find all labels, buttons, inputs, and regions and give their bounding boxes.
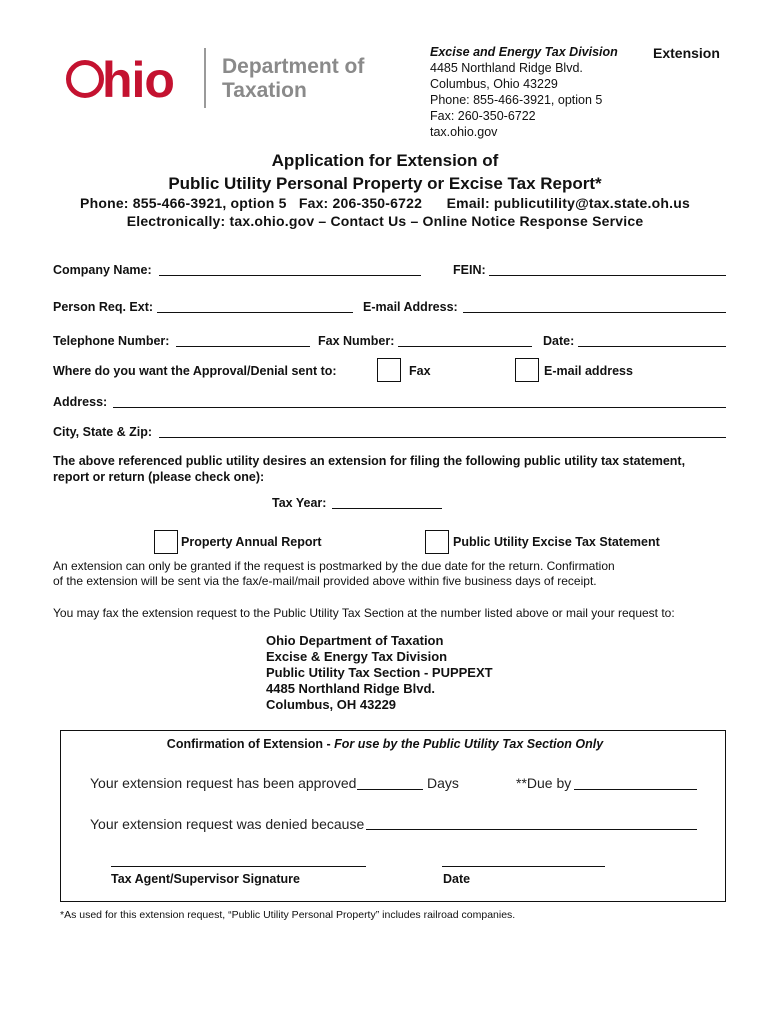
city-state-zip-field[interactable] bbox=[159, 437, 726, 438]
confirmation-heading: Confirmation of Extension - For use by the Public Utility Tax Section Only bbox=[166, 737, 604, 751]
form-title-line1: Application for Extension of bbox=[271, 151, 499, 170]
email-address-field[interactable] bbox=[463, 312, 726, 313]
fax-checkbox[interactable] bbox=[377, 358, 401, 382]
ohio-logo-word: hio bbox=[102, 52, 174, 108]
logo-divider bbox=[204, 48, 206, 108]
email-address-label: E-mail Address: bbox=[363, 300, 458, 314]
tax-year-field[interactable] bbox=[332, 508, 442, 509]
department-name: Department of Taxation bbox=[222, 55, 365, 102]
company-name-label: Company Name: bbox=[53, 263, 152, 277]
address-line2: Columbus, Ohio 43229 bbox=[430, 77, 558, 91]
sent-to-label: Where do you want the Approval/Denial sent to: bbox=[53, 364, 337, 378]
signature-label: Tax Agent/Supervisor Signature bbox=[111, 872, 300, 886]
confirmation-date-label: Date bbox=[443, 872, 471, 886]
fein-label: FEIN: bbox=[453, 263, 486, 277]
property-annual-report-checkbox[interactable] bbox=[154, 530, 178, 554]
footnote: *As used for this extension request, “Public Utility Personal Property” includes railroad companies. bbox=[60, 909, 516, 921]
agency-contact-block bbox=[430, 44, 618, 140]
telephone-field[interactable] bbox=[176, 346, 310, 347]
signature-field[interactable] bbox=[111, 866, 366, 867]
denied-reason-field[interactable] bbox=[366, 829, 697, 830]
electronic-line: Electronically: tax.ohio.gov – Contact Us – Online Notice Response Service bbox=[126, 213, 644, 229]
form-title-line2: Public Utility Personal Property or Excise Tax Report* bbox=[168, 174, 602, 193]
note-line2: of the extension will be sent via the fax/e-mail/mail provided above within five business days of receipt. bbox=[53, 574, 597, 588]
company-name-field[interactable] bbox=[159, 275, 421, 276]
address-field[interactable] bbox=[113, 407, 726, 408]
fax-number-label: Fax Number: bbox=[318, 334, 395, 348]
days-label: Days bbox=[427, 775, 459, 791]
agency-website: tax.ohio.gov bbox=[430, 125, 498, 139]
fax-number-field[interactable] bbox=[398, 346, 532, 347]
note-line1: An extension can only be granted if the request is postmarked by the due date for the return. Confirmation bbox=[53, 559, 615, 573]
tax-year-label: Tax Year: bbox=[272, 496, 327, 510]
approved-label: Your extension request has been approved bbox=[90, 775, 357, 791]
date-label: Date: bbox=[543, 334, 575, 348]
city-state-zip-label: City, State & Zip: bbox=[53, 425, 153, 439]
statement-line1: The above referenced public utility desires an extension for filing the following public utility tax statement, bbox=[53, 454, 686, 468]
due-by-label: **Due by bbox=[516, 775, 572, 791]
fax-instruction: You may fax the extension request to the Public Utility Tax Section at the number listed above or mail your request to: bbox=[53, 606, 675, 620]
address-line1: 4485 Northland Ridge Blvd. bbox=[430, 61, 583, 75]
excise-tax-statement-label: Public Utility Excise Tax Statement bbox=[453, 535, 660, 549]
address-label: Address: bbox=[53, 395, 108, 409]
email-checkbox[interactable] bbox=[515, 358, 539, 382]
person-req-field[interactable] bbox=[157, 312, 353, 313]
form-tag: Extension bbox=[653, 45, 720, 61]
mailing-address-block: Ohio Department of Taxation Excise & Energy Tax Division Public Utility Tax Section - PUPPEXT 4485 Northland Ridge Blvd. Columbus, OH 43229 bbox=[266, 633, 493, 712]
contact-line: Phone: 855-466-3921, option 5 Fax: 206-350-6722 Email: publicutility@tax.state.oh.us bbox=[80, 195, 690, 211]
ohio-logo bbox=[66, 52, 396, 112]
telephone-label: Telephone Number: bbox=[53, 334, 170, 348]
fax-option-label: Fax bbox=[409, 364, 431, 378]
division-name: Excise and Energy Tax Division bbox=[430, 45, 618, 59]
email-option-label: E-mail address bbox=[544, 364, 633, 378]
ohio-logo-o-mark bbox=[66, 60, 104, 98]
excise-tax-statement-checkbox[interactable] bbox=[425, 530, 449, 554]
fein-field[interactable] bbox=[489, 275, 726, 276]
statement-line2: report or return (please check one): bbox=[53, 470, 265, 484]
person-req-label: Person Req. Ext: bbox=[53, 300, 154, 314]
denied-label: Your extension request was denied because bbox=[90, 816, 365, 832]
property-annual-report-label: Property Annual Report bbox=[181, 535, 322, 549]
confirmation-date-field[interactable] bbox=[442, 866, 605, 867]
date-field[interactable] bbox=[578, 346, 726, 347]
agency-fax: Fax: 260-350-6722 bbox=[430, 109, 536, 123]
agency-phone: Phone: 855-466-3921, option 5 bbox=[430, 93, 603, 107]
approved-days-field[interactable] bbox=[357, 789, 423, 790]
due-by-field[interactable] bbox=[574, 789, 697, 790]
